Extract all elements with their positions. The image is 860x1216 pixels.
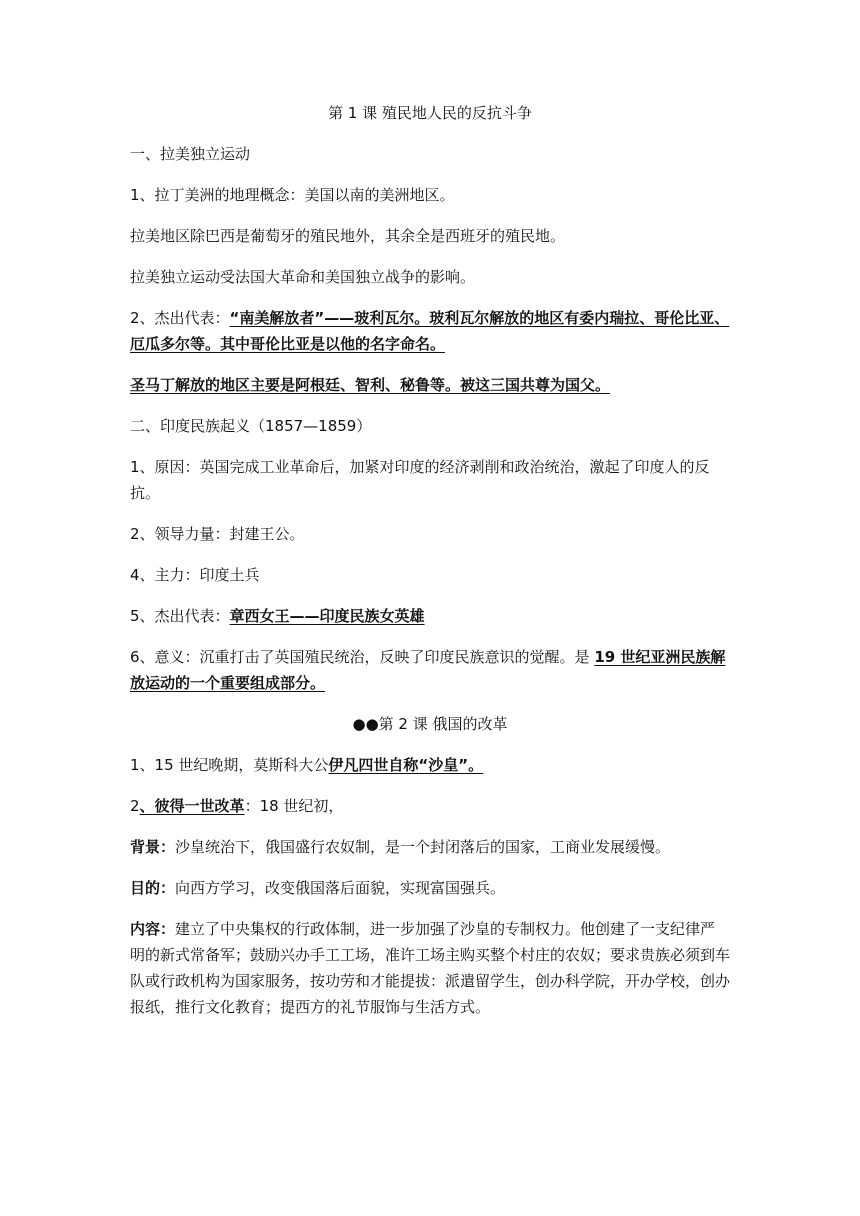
india-significance-highlight: 19 世纪亚洲民族解放运动的一个重要组成部分。 [130,648,726,692]
purpose-paragraph [130,875,730,901]
purpose-text: 向西方学习，改变俄国落后面貌，实现富国强兵。 [175,879,506,897]
latin-america-representative [130,305,730,357]
ivan-iv-text: 1、15 世纪晚期，莫斯科大公 [130,756,329,774]
san-martin-highlight: 圣马丁解放的地区主要是阿根廷、智利、秘鲁等。被这三国共尊为国父。 [130,376,611,394]
background-paragraph [130,834,730,860]
document-page [130,100,730,1035]
content-label: 内容： [130,920,176,938]
background-text: 沙皇统治下，俄国盛行农奴制，是一个封闭落后的国家，工商业发展缓慢。 [175,838,671,856]
india-representative [130,603,730,629]
content-paragraph [130,916,730,1020]
india-cause: 1、原因：英国完成工业革命后，加紧对印度的经济剥削和政治统治，激起了印度人的反抗。 [130,458,710,502]
lesson1-title: 第 1 课 殖民地人民的反抗斗争 [328,104,532,122]
latin-america-geography: 1、拉丁美洲的地理概念：美国以南的美洲地区。 [130,186,455,204]
section-latin-america-heading: 一、拉美独立运动 [130,145,251,163]
purpose-label: 目的： [130,879,176,897]
india-leadership: 2、领导力量：封建王公。 [130,525,305,543]
peter-reform-highlight: 、彼得一世改革 [139,797,245,815]
latin-america-influence: 拉美独立运动受法国大革命和美国独立战争的影响。 [130,268,476,286]
ivan-iv-paragraph [130,752,730,778]
peter-reform-heading [130,793,730,819]
peter-reform-number: 2 [130,797,140,815]
peter-reform-time: ：18 世纪初， [244,797,344,815]
india-main-force: 4、主力：印度土兵 [130,566,260,584]
representative-label: 2、杰出代表： [130,309,230,327]
content-text: 建立了中央集权的行政体制，进一步加强了沙皇的专制权力。他创建了一支纪律严明的新式常备军；鼓励兴办手工工场，准许工场主购买整个村庄的农奴；要求贵族必须到车队或行政机构为国家服务，按功劳和才能提拔：派遣留学生，创办科学院，开办学校，创办报纸，推行文化教育；提西方的礼节服饰与生活方式。 [130,920,731,1016]
ivan-iv-highlight: 伊凡四世自称“沙皇”。 [328,756,484,774]
bolivar-highlight: “南美解放者”——玻利瓦尔。玻利瓦尔解放的地区有委内瑞拉、哥伦比亚、厄瓜多尔等。其中哥伦比亚是以他的名字命名。 [130,309,730,353]
lesson2-title: ●●第 2 课 俄国的改革 [352,715,508,733]
india-representative-label: 5、杰出代表： [130,607,230,625]
section-india-heading: 二、印度民族起义（1857—1859） [130,417,372,435]
san-martin-paragraph [130,372,730,398]
background-label: 背景： [130,838,176,856]
latin-america-colonies: 拉美地区除巴西是葡萄牙的殖民地外，其余全是西班牙的殖民地。 [130,227,566,245]
india-significance [130,644,730,696]
queen-jhansi-highlight: 章西女王——印度民族女英雄 [229,607,425,625]
india-significance-text: 6、意义：沉重打击了英国殖民统治，反映了印度民族意识的觉醒。是 [130,648,595,666]
